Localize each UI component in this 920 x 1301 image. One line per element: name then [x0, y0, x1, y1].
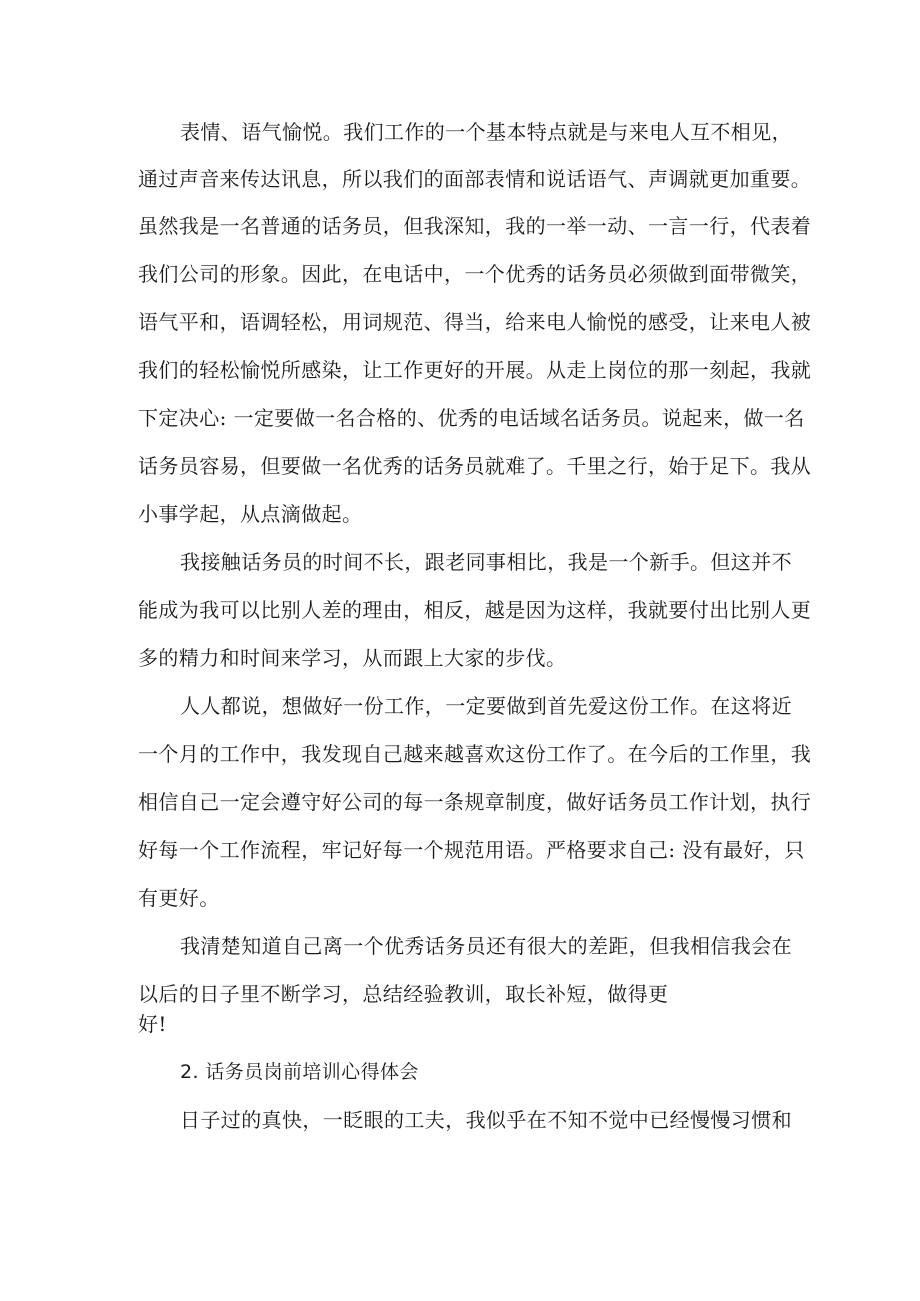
text-line: 话务员容易，但要做一名优秀的话务员就难了。千里之行，始于足下。我从: [138, 454, 812, 478]
section-heading: 2. 话务员岗前培训心得体会: [180, 1061, 419, 1083]
text-line: 以后的日子里不断学习，总结经验教训，取长补短，做得更: [138, 982, 669, 1006]
text-line: 日子过的真快，一眨眼的工夫，我似乎在不知不觉中已经慢慢习惯和: [180, 1108, 792, 1132]
text-line: 我清楚知道自己离一个优秀话务员还有很大的差距，但我相信我会在: [180, 934, 792, 958]
text-line: 多的精力和时间来学习，从而跟上大家的步伐。: [138, 646, 567, 670]
text-line: 人人都说，想做好一份工作，一定要做到首先爱这份工作。在这将近: [180, 694, 792, 718]
text-line: 好每一个工作流程，牢记好每一个规范用语。严格要求自己: 没有最好，只: [138, 838, 805, 862]
text-line: 表情、语气愉悦。我们工作的一个基本特点就是与来电人互不相见，: [180, 120, 792, 144]
text-line: 我们的轻松愉悦所感染，让工作更好的开展。从走上岗位的那一刻起，我就: [138, 358, 812, 382]
text-line: 相信自己一定会遵守好公司的每一条规章制度，做好话务员工作计划，执行: [138, 790, 812, 814]
text-line: 我们公司的形象。因此，在电话中，一个优秀的话务员必须做到面带微笑，: [138, 262, 812, 286]
text-line: 我接触话务员的时间不长，跟老同事相比，我是一个新手。但这并不: [180, 550, 792, 574]
text-line: 语气平和，语调轻松，用词规范、得当，给来电人愉悦的感受，让来电人被: [138, 310, 812, 334]
text-line: 虽然我是一名普通的话务员，但我深知，我的一举一动、一言一行，代表着: [138, 214, 812, 238]
text-line: 能成为我可以比别人差的理由，相反，越是因为这样，我就要付出比别人更: [138, 598, 812, 622]
text-line: 小事学起，从点滴做起。: [138, 502, 363, 526]
text-line: 下定决心: 一定要做一名合格的、优秀的电话域名话务员。说起来，做一名: [138, 406, 805, 430]
text-line: 通过声音来传达讯息，所以我们的面部表情和说话语气、声调就更加重要。: [138, 167, 812, 191]
text-line: 好!: [138, 1012, 167, 1036]
text-line: 有更好。: [138, 886, 220, 910]
text-line: 一个月的工作中，我发现自己越来越喜欢这份工作了。在今后的工作里，我: [138, 742, 812, 766]
